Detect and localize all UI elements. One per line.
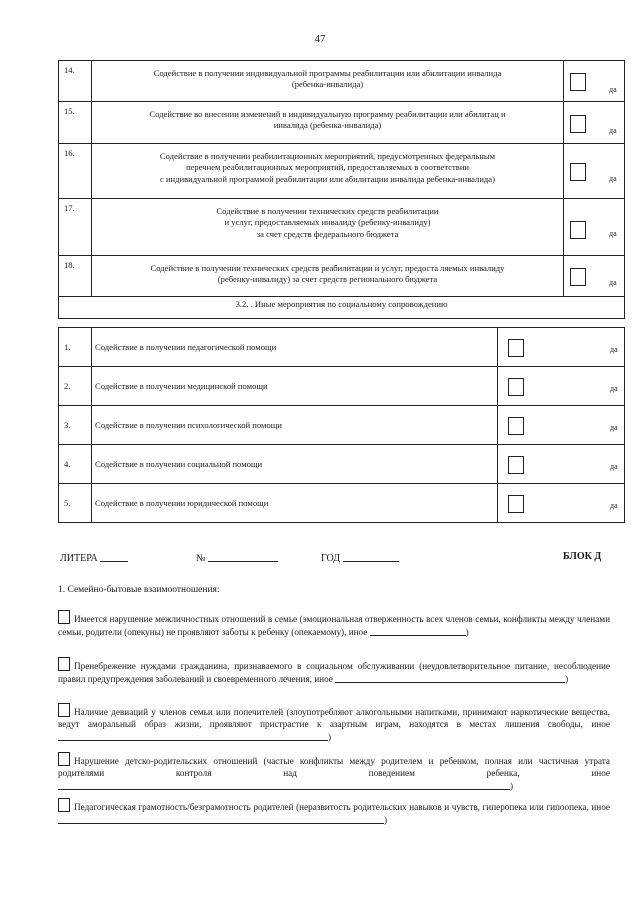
checkbox-cell	[564, 256, 625, 297]
rehabilitation-table	[58, 60, 625, 319]
checkbox[interactable]	[570, 163, 586, 181]
table-row	[59, 102, 625, 144]
year-field: ГОД	[321, 551, 399, 564]
row-text: Содействие в получении медицинской помощи	[92, 367, 498, 406]
row-number: 1.	[59, 328, 92, 367]
row-text: Содействие в получении психологической помощи	[92, 406, 498, 445]
checkbox-cell	[564, 199, 625, 256]
row-number: 3.	[59, 406, 92, 445]
checkbox[interactable]	[58, 657, 70, 671]
row-number: 4.	[59, 445, 92, 484]
family-item: Пренебрежение нуждами гражданина, признаваемого в социальном обслуживании (неудовлетворительное питание, несоблюдение правил предупреждения заболеваний и своевременного лечения, иное )	[58, 657, 610, 685]
checkbox[interactable]	[58, 610, 70, 624]
row-number: 17.	[59, 199, 92, 256]
row-text: Содействие в получении технических средств реабилитации и услуг, предоста ляемых инвалиду (ребенку-инвалиду) за счет средств регионального бюджета	[92, 256, 564, 297]
yes-label: да	[610, 501, 618, 510]
row-text: Содействие в получении педагогической помощи	[92, 328, 498, 367]
family-item: Наличие девиаций у членов семьи или попечителей (злоупотребляют алкогольными напитками, принимают наркотические вещества, ведут аморальный образ жизни, проявляют пристрастие к азартным играм, находятся в местах лишения свободы, иное )	[58, 703, 610, 744]
checkbox-cell	[498, 406, 625, 445]
row-text: Содействие во внесении изменений в индивидуальную программу реабилитации или абилитац и инвалида (ребенка-инвалида)	[92, 102, 564, 144]
yes-label: да	[610, 462, 618, 471]
row-text: Содействие в получении реабилитационных мероприятий, предусмотренных федеральным перечнем реабилитационных мероприятий, предоставляемых в соответствии с индивидуальной программой реабилитации или абилитации инвалида ребенка-инвалида)	[92, 144, 564, 199]
checkbox[interactable]	[570, 221, 586, 239]
section-lead: 1. Семейно-бытовые взаимоотношения:	[58, 585, 220, 595]
row-number: 16.	[59, 144, 92, 199]
other-input[interactable]	[370, 625, 466, 636]
number-field: №	[196, 551, 278, 564]
row-text: Содействие в получении социальной помощи	[92, 445, 498, 484]
row-text: Содействие в получении юридической помощи	[92, 484, 498, 523]
row-number: 15.	[59, 102, 92, 144]
checkbox[interactable]	[58, 752, 70, 766]
table-row	[59, 328, 625, 367]
yes-label: да	[609, 278, 617, 287]
number-input[interactable]	[208, 551, 278, 562]
yes-label: да	[609, 126, 617, 135]
page-number: 47	[314, 33, 326, 45]
checkbox[interactable]	[508, 456, 524, 474]
other-input[interactable]	[335, 672, 565, 683]
yes-label: да	[609, 85, 617, 94]
table-row	[59, 445, 625, 484]
checkbox-cell	[564, 144, 625, 199]
yes-label: да	[610, 345, 618, 354]
other-input[interactable]	[58, 730, 328, 741]
checkbox[interactable]	[508, 339, 524, 357]
litera-input[interactable]	[100, 551, 128, 562]
family-item: Имеется нарушение межличностных отношений в семье (эмоциональная отверженность всех членов семьи, конфликты между членами семьи, родители (опекуны) не проявляют заботы к ребенку (опекаемому), иное )	[58, 610, 610, 638]
checkbox-cell	[564, 61, 625, 102]
row-text: Содействие в получении индивидуальной программы реабилитации или абилитации инвалида (ребенка-инвалида)	[92, 61, 564, 102]
table-row	[59, 144, 625, 199]
table-row	[59, 199, 625, 256]
yes-label: да	[610, 384, 618, 393]
family-item: Нарушение детско-родительских отношений (частые конфликты между родителем и ребенком, полная или частичная утрата родителями контроля над поведением ребенка, иное )	[58, 752, 610, 793]
checkbox[interactable]	[570, 115, 586, 133]
other-input[interactable]	[58, 813, 384, 824]
checkbox-cell	[498, 328, 625, 367]
row-number: 18.	[59, 256, 92, 297]
table-row	[59, 256, 625, 297]
checkbox-cell	[564, 102, 625, 144]
yes-label: да	[609, 229, 617, 238]
checkbox-cell	[498, 445, 625, 484]
yes-label: да	[610, 423, 618, 432]
row-number: 2.	[59, 367, 92, 406]
checkbox[interactable]	[570, 73, 586, 91]
row-text: Содействие в получении технических средств реабилитации и услуг, предоставляемых инвалиду (ребенку-инвалиду) за счет средств федерального бюджета	[92, 199, 564, 256]
table-row	[59, 61, 625, 102]
table-row	[59, 406, 625, 445]
checkbox-cell	[498, 367, 625, 406]
other-input[interactable]	[58, 779, 510, 790]
section-title: 3.2. . Иные мероприятия по социальному сопровождению	[59, 297, 625, 319]
checkbox[interactable]	[508, 417, 524, 435]
checkbox[interactable]	[58, 703, 70, 717]
checkbox[interactable]	[508, 495, 524, 513]
year-input[interactable]	[343, 551, 399, 562]
litera-field: ЛИТЕРА	[60, 551, 128, 564]
checkbox[interactable]	[58, 798, 70, 812]
checkbox[interactable]	[508, 378, 524, 396]
yes-label: да	[609, 174, 617, 183]
family-item: Педагогическая грамотность/безграмотность родителей (неразвитость родительских навыков и чувств, гиперопека или гипоопека, иное )	[58, 798, 610, 826]
row-number: 5.	[59, 484, 92, 523]
table-row	[59, 484, 625, 523]
checkbox[interactable]	[570, 268, 586, 286]
row-number: 14.	[59, 61, 92, 102]
table-row	[59, 367, 625, 406]
block-label: БЛОК Д	[563, 551, 602, 562]
section-row	[59, 297, 625, 319]
checkbox-cell	[498, 484, 625, 523]
other-measures-table	[58, 327, 625, 523]
